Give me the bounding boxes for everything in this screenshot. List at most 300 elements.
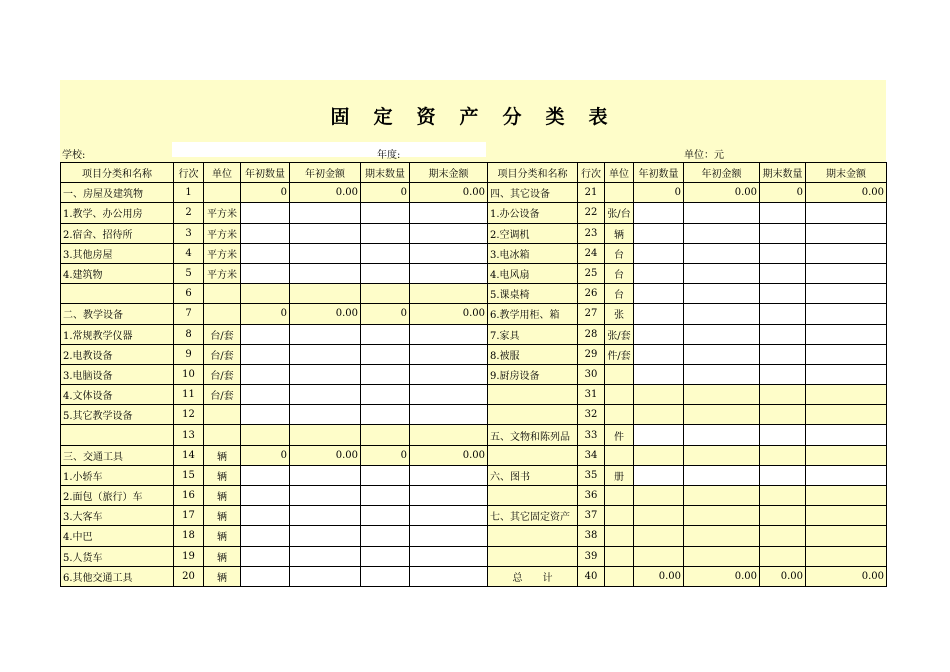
value-cell[interactable] (806, 465, 887, 485)
item-name-cell: 4.电风扇 (488, 263, 578, 283)
item-name-cell (488, 526, 578, 546)
row-number-cell: 36 (578, 486, 605, 506)
value-cell[interactable] (684, 425, 760, 445)
value-cell[interactable] (290, 566, 361, 586)
title-char: 产 (459, 106, 487, 128)
unit-cell (204, 284, 241, 304)
unit-cell (605, 364, 634, 384)
value-cell[interactable] (806, 304, 887, 324)
value-cell[interactable] (684, 506, 760, 526)
value-cell[interactable] (290, 344, 361, 364)
column-header: 年初数量 (241, 163, 290, 183)
value-cell[interactable] (410, 526, 488, 546)
column-header: 单位 (204, 163, 241, 183)
value-cell[interactable] (806, 546, 887, 566)
item-name-cell (488, 546, 578, 566)
value-cell[interactable] (410, 465, 488, 485)
value-cell[interactable]: 0.00 (806, 183, 887, 203)
value-cell[interactable] (290, 526, 361, 546)
item-name-cell: 2.面包（旅行）车 (61, 486, 174, 506)
row-number-cell: 28 (578, 324, 605, 344)
value-cell[interactable]: 0 (361, 445, 410, 465)
title-char: 资 (416, 106, 444, 128)
table-row (61, 304, 887, 324)
item-name-cell: 7.家具 (488, 324, 578, 344)
item-name-cell: 4.中巴 (61, 526, 174, 546)
value-cell[interactable] (241, 324, 290, 344)
value-cell[interactable] (290, 263, 361, 283)
value-cell[interactable] (361, 486, 410, 506)
value-cell[interactable] (760, 203, 806, 223)
value-cell[interactable] (634, 243, 684, 263)
table-row (61, 284, 887, 304)
value-cell[interactable] (760, 465, 806, 485)
value-cell[interactable] (241, 546, 290, 566)
table-row (61, 546, 887, 566)
value-cell[interactable] (634, 526, 684, 546)
row-number-cell: 10 (174, 364, 204, 384)
value-cell[interactable] (290, 243, 361, 263)
unit-cell (605, 486, 634, 506)
value-cell[interactable] (241, 526, 290, 546)
value-cell[interactable] (634, 203, 684, 223)
unit-cell (605, 445, 634, 465)
value-cell[interactable] (361, 405, 410, 425)
item-name-cell (488, 486, 578, 506)
value-cell[interactable] (806, 203, 887, 223)
unit-cell: 平方米 (204, 203, 241, 223)
item-name-cell: 3.大客车 (61, 506, 174, 526)
value-cell[interactable] (410, 405, 488, 425)
unit-cell: 辆 (204, 546, 241, 566)
value-cell[interactable] (241, 385, 290, 405)
value-cell[interactable] (760, 385, 806, 405)
item-name-cell (61, 425, 174, 445)
unit-label: 单位：元 (684, 150, 724, 161)
asset-table (60, 162, 887, 587)
value-cell[interactable] (634, 486, 684, 506)
unit-cell: 台 (605, 263, 634, 283)
value-cell[interactable]: 0.00 (410, 183, 488, 203)
value-cell[interactable] (684, 304, 760, 324)
title-char: 表 (588, 106, 616, 128)
value-cell[interactable] (760, 243, 806, 263)
unit-cell: 平方米 (204, 223, 241, 243)
value-cell[interactable] (361, 243, 410, 263)
value-cell[interactable] (410, 344, 488, 364)
value-cell[interactable] (760, 425, 806, 445)
column-header: 行次 (174, 163, 204, 183)
value-cell[interactable] (410, 385, 488, 405)
value-cell[interactable] (634, 465, 684, 485)
unit-cell (605, 405, 634, 425)
value-cell[interactable]: 0 (361, 183, 410, 203)
value-cell[interactable] (361, 263, 410, 283)
unit-cell: 辆 (204, 465, 241, 485)
row-number-cell: 16 (174, 486, 204, 506)
title-char: 分 (502, 106, 530, 128)
table-row (61, 364, 887, 384)
value-cell[interactable] (760, 526, 806, 546)
unit-cell (204, 183, 241, 203)
value-cell[interactable] (241, 364, 290, 384)
header-row (61, 163, 887, 183)
unit-cell: 台/套 (204, 324, 241, 344)
value-cell[interactable] (241, 506, 290, 526)
value-cell[interactable] (806, 243, 887, 263)
value-cell[interactable] (290, 546, 361, 566)
value-cell[interactable] (290, 486, 361, 506)
value-cell[interactable] (634, 344, 684, 364)
page-title (60, 102, 886, 129)
value-cell[interactable] (634, 284, 684, 304)
table-row (61, 324, 887, 344)
value-cell[interactable] (241, 344, 290, 364)
row-number-cell: 21 (578, 183, 605, 203)
unit-cell: 辆 (204, 526, 241, 546)
row-number-cell: 31 (578, 385, 605, 405)
value-cell[interactable] (290, 203, 361, 223)
value-cell[interactable] (410, 486, 488, 506)
row-number-cell: 27 (578, 304, 605, 324)
row-number-cell: 25 (578, 263, 605, 283)
row-number-cell: 23 (578, 223, 605, 243)
value-cell[interactable]: 0 (760, 183, 806, 203)
value-cell[interactable]: 0 (241, 304, 290, 324)
value-cell[interactable] (684, 284, 760, 304)
row-number-cell: 35 (578, 465, 605, 485)
value-cell[interactable] (241, 405, 290, 425)
value-cell[interactable] (684, 344, 760, 364)
item-name-cell: 二、教学设备 (61, 304, 174, 324)
value-cell[interactable] (760, 445, 806, 465)
item-name-cell: 1.常规教学仪器 (61, 324, 174, 344)
row-number-cell: 9 (174, 344, 204, 364)
item-name-cell: 3.其他房屋 (61, 243, 174, 263)
value-cell[interactable] (241, 566, 290, 586)
column-header: 行次 (578, 163, 605, 183)
value-cell[interactable] (410, 324, 488, 344)
unit-cell: 张/台 (605, 203, 634, 223)
table-row (61, 566, 887, 586)
item-name-cell (488, 405, 578, 425)
value-cell[interactable]: 0 (241, 183, 290, 203)
row-number-cell: 6 (174, 284, 204, 304)
value-cell[interactable] (806, 445, 887, 465)
value-cell[interactable] (361, 546, 410, 566)
value-cell[interactable] (760, 364, 806, 384)
value-cell[interactable] (806, 284, 887, 304)
value-cell[interactable] (410, 566, 488, 586)
value-cell[interactable] (361, 526, 410, 546)
unit-cell: 平方米 (204, 263, 241, 283)
value-cell[interactable] (290, 405, 361, 425)
value-cell[interactable]: 0.00 (290, 304, 361, 324)
value-cell[interactable] (290, 385, 361, 405)
column-header: 项目分类和名称 (61, 163, 174, 183)
value-cell[interactable]: 0 (361, 304, 410, 324)
item-name-cell (488, 385, 578, 405)
value-cell[interactable] (361, 465, 410, 485)
item-name-cell: 5.课桌椅 (488, 284, 578, 304)
value-cell[interactable] (241, 486, 290, 506)
value-cell[interactable] (361, 506, 410, 526)
item-name-cell: 三、交通工具 (61, 445, 174, 465)
column-header: 单位 (605, 163, 634, 183)
value-cell[interactable]: 0.00 (290, 183, 361, 203)
value-cell[interactable]: 0.00 (760, 566, 806, 586)
value-cell[interactable] (634, 445, 684, 465)
row-number-cell: 19 (174, 546, 204, 566)
unit-cell (204, 304, 241, 324)
title-char: 固 (330, 106, 358, 128)
value-cell[interactable] (361, 284, 410, 304)
table-row (61, 243, 887, 263)
value-cell[interactable]: 0.00 (410, 304, 488, 324)
column-header: 项目分类和名称 (488, 163, 578, 183)
column-header: 期末数量 (760, 163, 806, 183)
value-cell[interactable] (361, 344, 410, 364)
value-cell[interactable] (806, 324, 887, 344)
value-cell[interactable] (410, 506, 488, 526)
value-cell[interactable] (634, 263, 684, 283)
item-name-cell: 6.教学用柜、箱 (488, 304, 578, 324)
row-number-cell: 1 (174, 183, 204, 203)
item-name-cell: 总 计 (488, 566, 578, 586)
row-number-cell: 30 (578, 364, 605, 384)
school-field[interactable] (172, 142, 412, 157)
row-number-cell: 5 (174, 263, 204, 283)
value-cell[interactable] (684, 385, 760, 405)
row-number-cell: 29 (578, 344, 605, 364)
value-cell[interactable] (290, 223, 361, 243)
value-cell[interactable] (760, 486, 806, 506)
row-number-cell: 33 (578, 425, 605, 445)
value-cell[interactable] (760, 304, 806, 324)
value-cell[interactable] (760, 344, 806, 364)
item-name-cell: 四、其它设备 (488, 183, 578, 203)
table-row (61, 486, 887, 506)
value-cell[interactable] (241, 284, 290, 304)
value-cell[interactable] (290, 425, 361, 445)
table-row (61, 385, 887, 405)
unit-cell (204, 425, 241, 445)
item-name-cell: 3.电脑设备 (61, 364, 174, 384)
value-cell[interactable] (410, 263, 488, 283)
table-row (61, 344, 887, 364)
value-cell[interactable] (760, 223, 806, 243)
table-row (61, 405, 887, 425)
value-cell[interactable] (760, 506, 806, 526)
value-cell[interactable] (806, 385, 887, 405)
row-number-cell: 14 (174, 445, 204, 465)
table-row (61, 263, 887, 283)
value-cell[interactable]: 0.00 (806, 566, 887, 586)
value-cell[interactable] (361, 425, 410, 445)
value-cell[interactable] (290, 465, 361, 485)
row-number-cell: 32 (578, 405, 605, 425)
value-cell[interactable] (361, 223, 410, 243)
value-cell[interactable] (410, 546, 488, 566)
value-cell[interactable] (684, 223, 760, 243)
value-cell[interactable] (806, 506, 887, 526)
value-cell[interactable] (684, 203, 760, 223)
value-cell[interactable]: 0.00 (634, 566, 684, 586)
unit-cell (605, 526, 634, 546)
row-number-cell: 4 (174, 243, 204, 263)
row-number-cell: 15 (174, 465, 204, 485)
value-cell[interactable] (684, 445, 760, 465)
value-cell[interactable] (241, 263, 290, 283)
item-name-cell: 六、图书 (488, 465, 578, 485)
column-header: 期末金额 (806, 163, 887, 183)
unit-cell: 台 (605, 243, 634, 263)
value-cell[interactable] (684, 526, 760, 546)
item-name-cell: 5.人货车 (61, 546, 174, 566)
unit-cell: 辆 (204, 486, 241, 506)
value-cell[interactable]: 0.00 (684, 566, 760, 586)
value-cell[interactable] (684, 324, 760, 344)
value-cell[interactable] (634, 223, 684, 243)
table-row (61, 203, 887, 223)
school-label: 学校: (62, 150, 86, 161)
value-cell[interactable] (290, 324, 361, 344)
value-cell[interactable] (806, 344, 887, 364)
value-cell[interactable] (410, 425, 488, 445)
value-cell[interactable] (684, 405, 760, 425)
value-cell[interactable] (684, 263, 760, 283)
value-cell[interactable] (806, 405, 887, 425)
item-name-cell: 4.文体设备 (61, 385, 174, 405)
value-cell[interactable] (684, 364, 760, 384)
value-cell[interactable] (410, 223, 488, 243)
value-cell[interactable] (634, 364, 684, 384)
value-cell[interactable] (634, 385, 684, 405)
value-cell[interactable]: 0.00 (290, 445, 361, 465)
item-name-cell: 1.办公设备 (488, 203, 578, 223)
unit-cell (605, 506, 634, 526)
table-row (61, 425, 887, 445)
value-cell[interactable] (760, 284, 806, 304)
table-row (61, 183, 887, 203)
item-name-cell: 9.厨房设备 (488, 364, 578, 384)
item-name-cell: 4.建筑物 (61, 263, 174, 283)
value-cell[interactable] (684, 546, 760, 566)
value-cell[interactable] (290, 284, 361, 304)
value-cell[interactable] (806, 223, 887, 243)
value-cell[interactable] (290, 364, 361, 384)
value-cell[interactable] (806, 526, 887, 546)
value-cell[interactable] (760, 405, 806, 425)
value-cell[interactable] (290, 506, 361, 526)
value-cell[interactable] (634, 506, 684, 526)
item-name-cell: 2.电教设备 (61, 344, 174, 364)
item-name-cell: 2.空调机 (488, 223, 578, 243)
unit-cell: 张/套 (605, 324, 634, 344)
value-cell[interactable] (241, 465, 290, 485)
value-cell[interactable]: 0 (241, 445, 290, 465)
value-cell[interactable] (410, 203, 488, 223)
year-field[interactable] (412, 142, 486, 157)
table-row (61, 526, 887, 546)
value-cell[interactable] (684, 243, 760, 263)
item-name-cell (61, 284, 174, 304)
unit-cell: 台 (605, 284, 634, 304)
item-name-cell: 1.教学、办公用房 (61, 203, 174, 223)
unit-cell: 件 (605, 425, 634, 445)
row-number-cell: 38 (578, 526, 605, 546)
unit-cell (605, 546, 634, 566)
value-cell[interactable] (684, 465, 760, 485)
value-cell[interactable] (634, 425, 684, 445)
value-cell[interactable] (361, 566, 410, 586)
row-number-cell: 26 (578, 284, 605, 304)
column-header: 年初金额 (290, 163, 361, 183)
value-cell[interactable] (806, 486, 887, 506)
title-char: 类 (545, 106, 573, 128)
value-cell[interactable] (760, 324, 806, 344)
value-cell[interactable] (634, 405, 684, 425)
value-cell[interactable] (634, 324, 684, 344)
row-number-cell: 18 (174, 526, 204, 546)
value-cell[interactable] (241, 243, 290, 263)
value-cell[interactable]: 0.00 (684, 183, 760, 203)
row-number-cell: 13 (174, 425, 204, 445)
unit-cell: 辆 (204, 506, 241, 526)
item-name-cell: 七、其它固定资产 (488, 506, 578, 526)
value-cell[interactable] (760, 546, 806, 566)
row-number-cell: 8 (174, 324, 204, 344)
value-cell[interactable] (634, 304, 684, 324)
value-cell[interactable] (410, 284, 488, 304)
unit-cell: 辆 (204, 566, 241, 586)
value-cell[interactable] (361, 364, 410, 384)
row-number-cell: 37 (578, 506, 605, 526)
row-number-cell: 22 (578, 203, 605, 223)
value-cell[interactable] (760, 263, 806, 283)
item-name-cell: 1.小轿车 (61, 465, 174, 485)
value-cell[interactable] (361, 203, 410, 223)
value-cell[interactable] (806, 263, 887, 283)
value-cell[interactable]: 0.00 (410, 445, 488, 465)
column-header: 期末数量 (361, 163, 410, 183)
item-name-cell: 3.电冰箱 (488, 243, 578, 263)
unit-cell: 册 (605, 465, 634, 485)
value-cell[interactable] (361, 385, 410, 405)
value-cell[interactable] (241, 223, 290, 243)
value-cell[interactable] (634, 546, 684, 566)
value-cell[interactable] (410, 243, 488, 263)
value-cell[interactable]: 0 (634, 183, 684, 203)
value-cell[interactable] (684, 486, 760, 506)
unit-cell (204, 405, 241, 425)
unit-cell: 台/套 (204, 385, 241, 405)
value-cell[interactable] (241, 425, 290, 445)
unit-cell (605, 183, 634, 203)
asset-sheet (60, 80, 886, 586)
column-header: 期末金额 (410, 163, 488, 183)
row-number-cell: 12 (174, 405, 204, 425)
unit-cell: 辆 (204, 445, 241, 465)
table-row (61, 223, 887, 243)
value-cell[interactable] (241, 203, 290, 223)
unit-cell (605, 385, 634, 405)
table-row (61, 506, 887, 526)
value-cell[interactable] (806, 364, 887, 384)
value-cell[interactable] (806, 425, 887, 445)
value-cell[interactable] (410, 364, 488, 384)
value-cell[interactable] (361, 324, 410, 344)
